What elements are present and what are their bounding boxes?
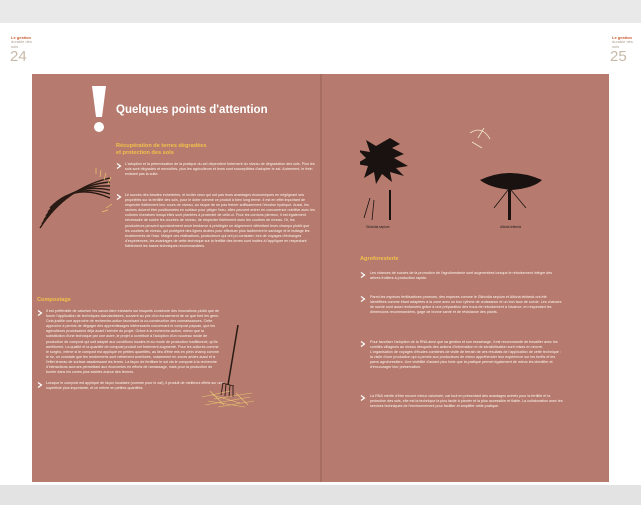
section-heading-agroforesterie: Agroforesterie [360,256,399,262]
page-title: Quelques points d'attention [116,104,268,116]
chevron-right-icon [360,395,366,401]
header-line: sols [612,43,620,49]
page-gutter [320,74,322,482]
pitchfork-compost-illustration [200,325,260,410]
section-heading-compostage: Compostage [37,297,71,303]
paragraph: Les chances de succès de la promotion de l'agroforesterie sont augmentées lorsque le reboisement intègre des arbres fruitiers à production rapide. [370,271,553,281]
trees-illustration [360,118,560,233]
exclamation-icon [88,84,110,134]
paragraph: Il est préférable de valoriser les savoir-faire existants sur lesquels construire des innovations plutôt que de forcer l'application de techniques standardisées, souvent au prix d'un écrasement de ce que font les gens. Cela justifie une approche de recherche-action favorisant la co-construction des connaissances. Cette approche a permis de dégager des apprentissages intéressants concernant le compost paysan, que les agriculteurs produisaient déjà avant l'arrivée du projet. Grâce à la recherche-action, mieux que la substitution d'une technique par une autre, le projet a contribué à l'adoption d'un nouveau mode de production de compost qui soit adapté aux conditions locales et au mode de production traditionnel, qu'ils améliorent. La qualité et la quantité de compost produit ont fortement augmenté. Pour les cultures comme le sorgho, même si le compost est appliqué en petites quantités, au lieu d'être mis en plein champ comme le riz, on constate que les rendements sont nettement améliorés, notamment en zones arides aussi et à l'effet terreau de surface assainissant les terres. La façon de fertiliser le sol via le compost à la recherche d'interactions accrues permettant aux économies en efforts de ramassage, mais pour la production de fumier dans les zones plus stables autour des fermes. [46,309,219,375]
paragraph: La RNA mérite d'être encore mieux valorisée, car tout en présentant des avantages avérés pour la fertilité et la protection des sols, elle est la technique la plus facile à planter et la plus accessible et fiable. La collaboration avec les services techniques de l'environnement pour faciliter et amplifier cette pratique. [370,394,563,409]
chevron-right-icon [360,296,366,302]
chevron-right-icon [37,310,43,316]
paragraph: Lorsque le compost est appliqué de façon localisée (comme pour le zaï), il produit de meilleurs effets sur une superficie plus importante, et ce même en petites quantités. [46,381,224,391]
chevron-right-icon [37,382,43,388]
chevron-right-icon [360,341,366,347]
caption-gliricidia: Gliricidia sepium [366,225,390,229]
header-line: durable des [612,39,633,45]
page-number-right: 25 [610,48,627,65]
caption-albizia: Albizia lebbeck [500,225,522,229]
page-number-left: 24 [10,48,27,65]
heading-line: Récupération de terres dégradées [116,143,207,149]
chevron-right-icon [116,194,122,200]
header-line: Le gestion [11,35,32,40]
header-line: sols [11,43,19,49]
stone-bunds-illustration [36,168,116,238]
header-line: Le gestion [612,35,633,40]
paragraph: Pour favoriser l'adoption de la RNA ainsi que sa gestion et son essaimage, il est recommandé de travailler avec les comités villageois au niveau desquels des actions d'information et de sensibilisation sont mises en œuvre. L'organisation de voyages d'études combinés de visite de terrain de ces résultats de l'application de cette technique : la visite d'une production qui a permis aux producteurs de mieux appréhender leur expérience sur les forêts et les parcs agroforestiers. Une visibilité d'autant plus forte que la pratique permet également de mieux les identifier et d'encourager leur préservation. [370,340,561,370]
paragraph: Parmi les espèces fertilisatrices promues, des espèces comme le Gliricidia sepium et Albizia lebbeck ont été identifiées comme étant adaptées à la zone avec un bon rythme de croissance et un bon taux de survie. Les chances de survie sont aussi renforcées grâce à une préparation des trous de reboisement à l'avance, en respectant les dimensions recommandées, gage de bonne santé et de résistance des plants. [370,295,562,315]
paragraph: L'adoption et la pérennisation de la pratique du zaï dépendent fortement du niveau de dégradation des sols. Plus les sols sont dégradés et encroûtés, plus les agriculteurs et leurs sont susceptibles d'adopter le zaï. Autrement, le frein existant pas la suite. [125,162,315,177]
heading-line: et protection des sols [116,150,174,156]
page-shadow [0,485,641,505]
chevron-right-icon [116,163,122,169]
section-heading-restoration [116,143,316,157]
chevron-right-icon [360,272,366,278]
header-line: durable des [11,39,32,45]
paragraph: Le succès des bandes enherbées, et inciter ceux qui ont pas leurs avantages économiques en négligeant ses propriétés sur la fertilité des sols, pour le doter comme ce produit à bien long terme. Il est en effet important de respecter fidèlement leur cours de niveau, au risque de ne pas freiner suffisamment l'érosion hydrique. Aussi, les racines doivent être positionnées en surface pour piéger l'eau, elles peuvent entrer en concurrence nutritive avec les cultures riveraines lorsqu'elles sont plantées à proximité de celle-ci. Pour les cordons pierreux, il est également nécessaire de suivre les courbes de niveau, de respecter fidèlement avec les courbes de niveau. Or, les producteurs peuvent spontanément avoir tendance à privilégier un alignement délimitant leurs champs plutôt que les courbes de niveau, qui protègent des lignes droites pour effectuer plus facilement le sarclage et le buttage les écartements de l'eau. Malgré ces réalisations, producteurs qui ont pu constater, lors de voyages d'échanges d'expériences, les avantages de cette technique sur la fertilité des terres sont incités à l'appliquer en respectant fidèlement les bases techniques recommandées. [125,193,315,248]
